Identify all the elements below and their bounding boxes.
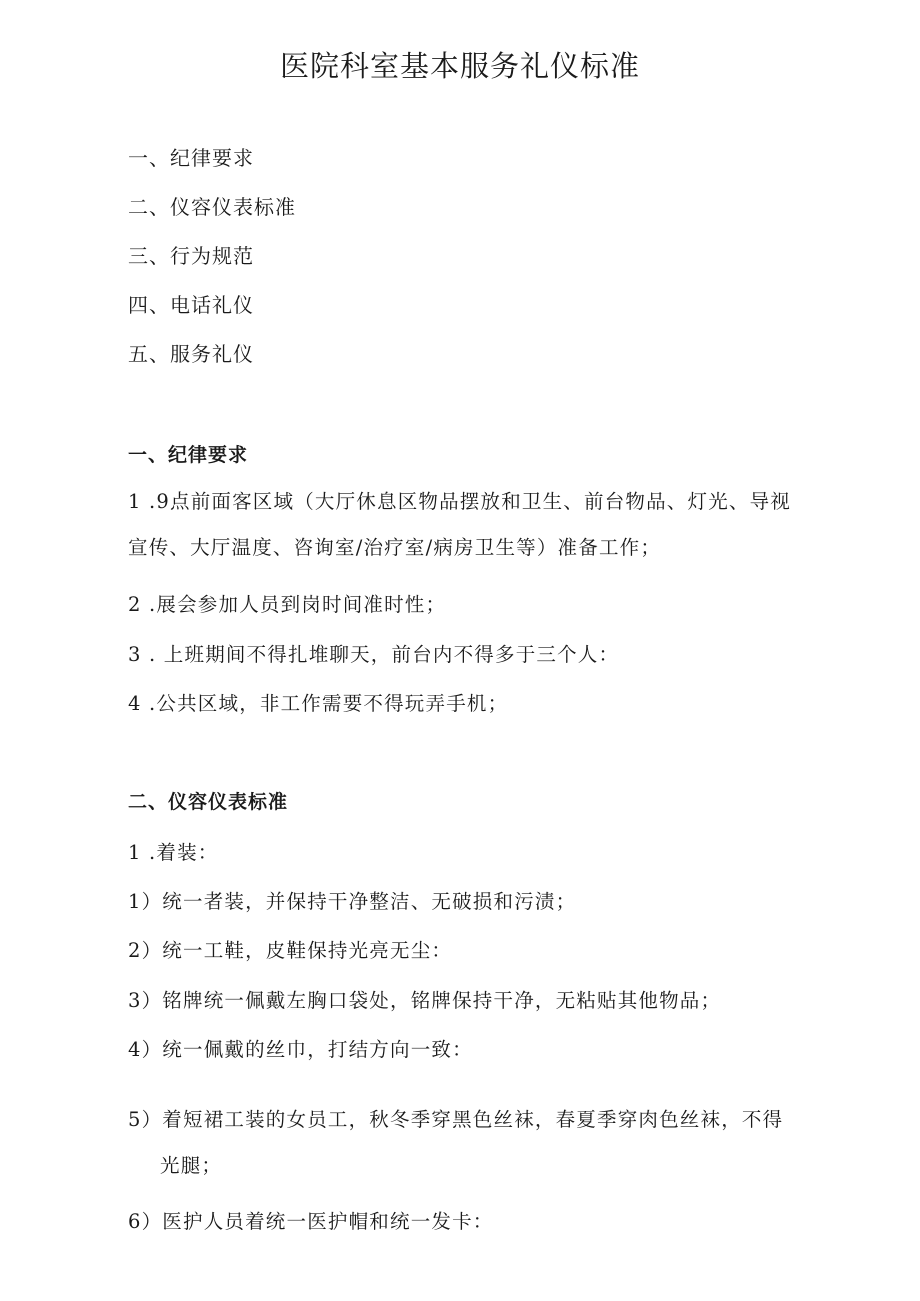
paragraph-item: 4）统一佩戴的丝巾，打结方向一致： bbox=[128, 1038, 473, 1061]
paragraph-item: 1 .着装： bbox=[128, 841, 219, 864]
paragraph-item: 4 .公共区域，非工作需要不得玩弄手机； bbox=[128, 692, 509, 715]
paragraph-text: 5）着短裙工装的女员工，秋冬季穿黑色丝袜，春夏季穿肉色丝袜，不得光腿； bbox=[128, 1108, 784, 1177]
toc-item: 一、纪律要求 bbox=[128, 146, 254, 170]
toc-item: 三、行为规范 bbox=[128, 244, 254, 268]
toc-item: 四、电话礼仪 bbox=[128, 293, 254, 317]
paragraph-item: 2 .展会参加人员到岗时间准时性； bbox=[128, 593, 447, 616]
toc-item: 五、服务礼仪 bbox=[128, 342, 254, 366]
section-heading-appearance: 二、仪容仪表标准 bbox=[128, 791, 289, 813]
paragraph-item: 2）统一工鞋，皮鞋保持光亮无尘： bbox=[128, 939, 453, 962]
paragraph-item: 6）医护人员着统一医护帽和统一发卡： bbox=[128, 1210, 494, 1233]
section-heading-discipline: 一、纪律要求 bbox=[128, 444, 249, 466]
table-of-contents bbox=[128, 143, 296, 388]
paragraph-item: 1）统一者装，并保持干净整洁、无破损和污渍； bbox=[128, 890, 577, 913]
paragraph-item: 3 . 上班期间不得扎堆聊天，前台内不得多于三个人： bbox=[128, 643, 620, 666]
paragraph-item: 3）铭牌统一佩戴左胸口袋处，铭牌保持干净，无粘贴其他物品； bbox=[128, 989, 722, 1012]
toc-item: 二、仪容仪表标准 bbox=[128, 195, 296, 219]
paragraph-item: 1 .9点前面客区域（大厅休息区物品摆放和卫生、前台物品、灯光、导视宣传、大厅温度、咨询室/治疗室/病房卫生等）准备工作； bbox=[128, 490, 792, 559]
document-title: 医院科室基本服务礼仪标准 bbox=[279, 49, 640, 83]
paragraph-item-hanging bbox=[128, 1097, 800, 1189]
